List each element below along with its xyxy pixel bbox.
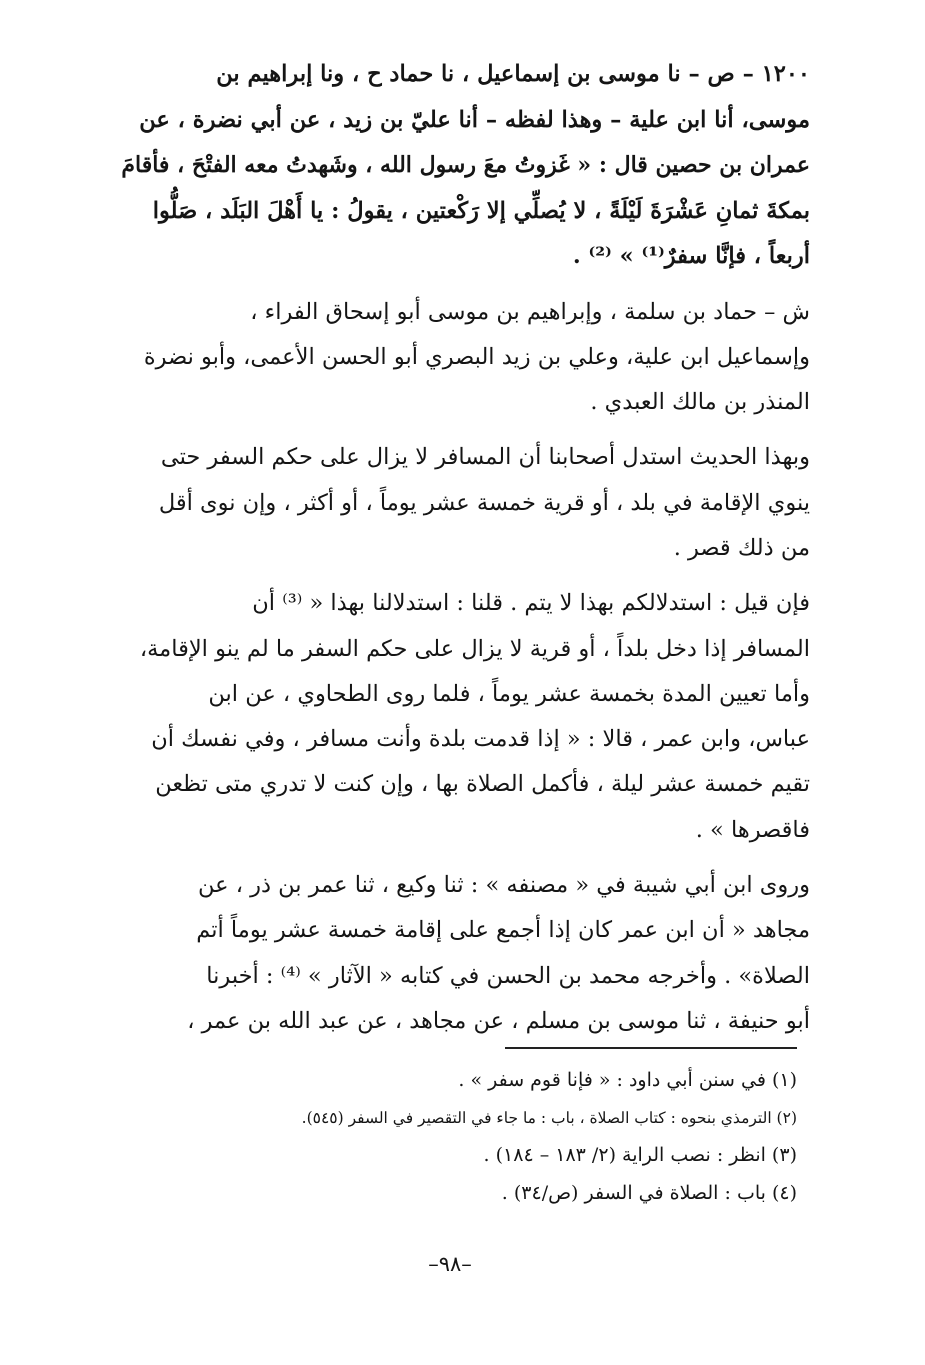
text-line: وأما تعيين المدة بخمسة عشر يوماً ، فلما روى الطحاوي ، عن ابن: [208, 680, 810, 707]
text-line: فإن قيل : استدلالكم بهذا لا يتم . قلنا : استدلالنا بهذا « ⁽³⁾ أن: [252, 590, 810, 617]
text-line: فاقصرها » .: [695, 816, 810, 843]
footnote-4: (٤) باب : الصلاة في السفر (ص/٣٤) .: [501, 1181, 797, 1204]
text-line: عمران بن حصين قال : « غَزوتُ معَ رسول الله ، وشَهدتُ معه الفتْحَ ، فأقامَ: [121, 152, 810, 178]
hadith-paragraph: [115, 52, 810, 280]
text-line: وروى ابن أبي شيبة في « مصنفه » : ثنا وكيع ، ثنا عمر بن ذر ، عن: [198, 872, 810, 899]
text-line: أبو حنيفة ، ثنا موسى بن مسلم ، عن مجاهد ، عن عبد الله بن عمر ،: [187, 1007, 810, 1034]
text-line: وإسماعيل ابن علية، وعلي بن زيد البصري أبو الحسن الأعمى، وأبو نضرة: [143, 343, 810, 370]
page-number: –٩٨–: [428, 1252, 472, 1276]
paragraph-narrators: [115, 290, 810, 426]
footnote-1: (١) في سنن أبي داود : « فإنا قوم سفر » .: [458, 1069, 797, 1091]
text-line: مجاهد « أن ابن عمر كان إذا أجمع على إقامة خمسة عشر يوماً أتم: [196, 917, 810, 944]
text-line: بمكةَ ثمانِ عَشْرَةَ لَيْلَةً ، لا يُصلِّي إلا رَكْعتين ، يقولُ : يا أَهْلَ البَلَد ، صَلُّوا: [152, 197, 810, 224]
text-line: المنذر بن مالك العبدي .: [590, 389, 810, 416]
text-line: عباس، وابن عمر ، قالا : « إذا قدمت بلدة وأنت مسافر ، وفي نفسك أن: [151, 726, 810, 753]
text-line: من ذلك قصر .: [673, 534, 810, 561]
text-line: المسافر إذا دخل بلداً ، أو قرية لا يزال على حكم السفر ما لم ينو الإقامة،: [139, 635, 810, 662]
text-line: الصلاة» . وأخرجه محمد بن الحسن في كتابه « الآثار » ⁽⁴⁾ : أخبرنا: [206, 962, 810, 989]
footnote-2: (٢) الترمذي بنحوه : كتاب الصلاة ، باب : ما جاء في التقصير في السفر (٥٤٥).: [301, 1108, 797, 1127]
footnote-3: (٣) انظر : نصب الراية (٢/ ١٨٣ – ١٨٤) .: [483, 1144, 797, 1166]
text-line: ش – حماد بن سلمة ، وإبراهيم بن موسى أبو إسحاق الفراء ،: [250, 298, 810, 325]
text-line: أربعاً ، فإنَّا سفرٌ⁽¹⁾ » ⁽²⁾ .: [572, 243, 810, 269]
footnote-divider: [505, 1047, 797, 1049]
footnotes: [300, 1062, 797, 1212]
text-line: تقيم خمسة عشر ليلة ، فأكمل الصلاة بها ، وإن كنت لا تدري متى تظعن: [155, 771, 810, 798]
paragraph-objection: [115, 581, 810, 853]
text-line: ينوي الإقامة في بلد ، أو قرية خمسة عشر يوماً ، أو أكثر ، وإن نوى أقل: [158, 489, 810, 516]
text-line: موسى، أنا ابن علية – وهذا لفظه – أنا عليّ بن زيد ، عن أبي نضرة ، عن: [139, 106, 810, 133]
page-body: [115, 52, 810, 1044]
text-line: وبهذا الحديث استدل أصحابنا أن المسافر لا يزال على حكم السفر حتى: [160, 444, 810, 471]
paragraph-narration: [115, 863, 810, 1044]
paragraph-ruling: [115, 435, 810, 571]
text-line: ١٢٠٠ – ص – نا موسى بن إسماعيل ، نا حماد ح ، ونا إبراهيم بن: [216, 61, 810, 87]
